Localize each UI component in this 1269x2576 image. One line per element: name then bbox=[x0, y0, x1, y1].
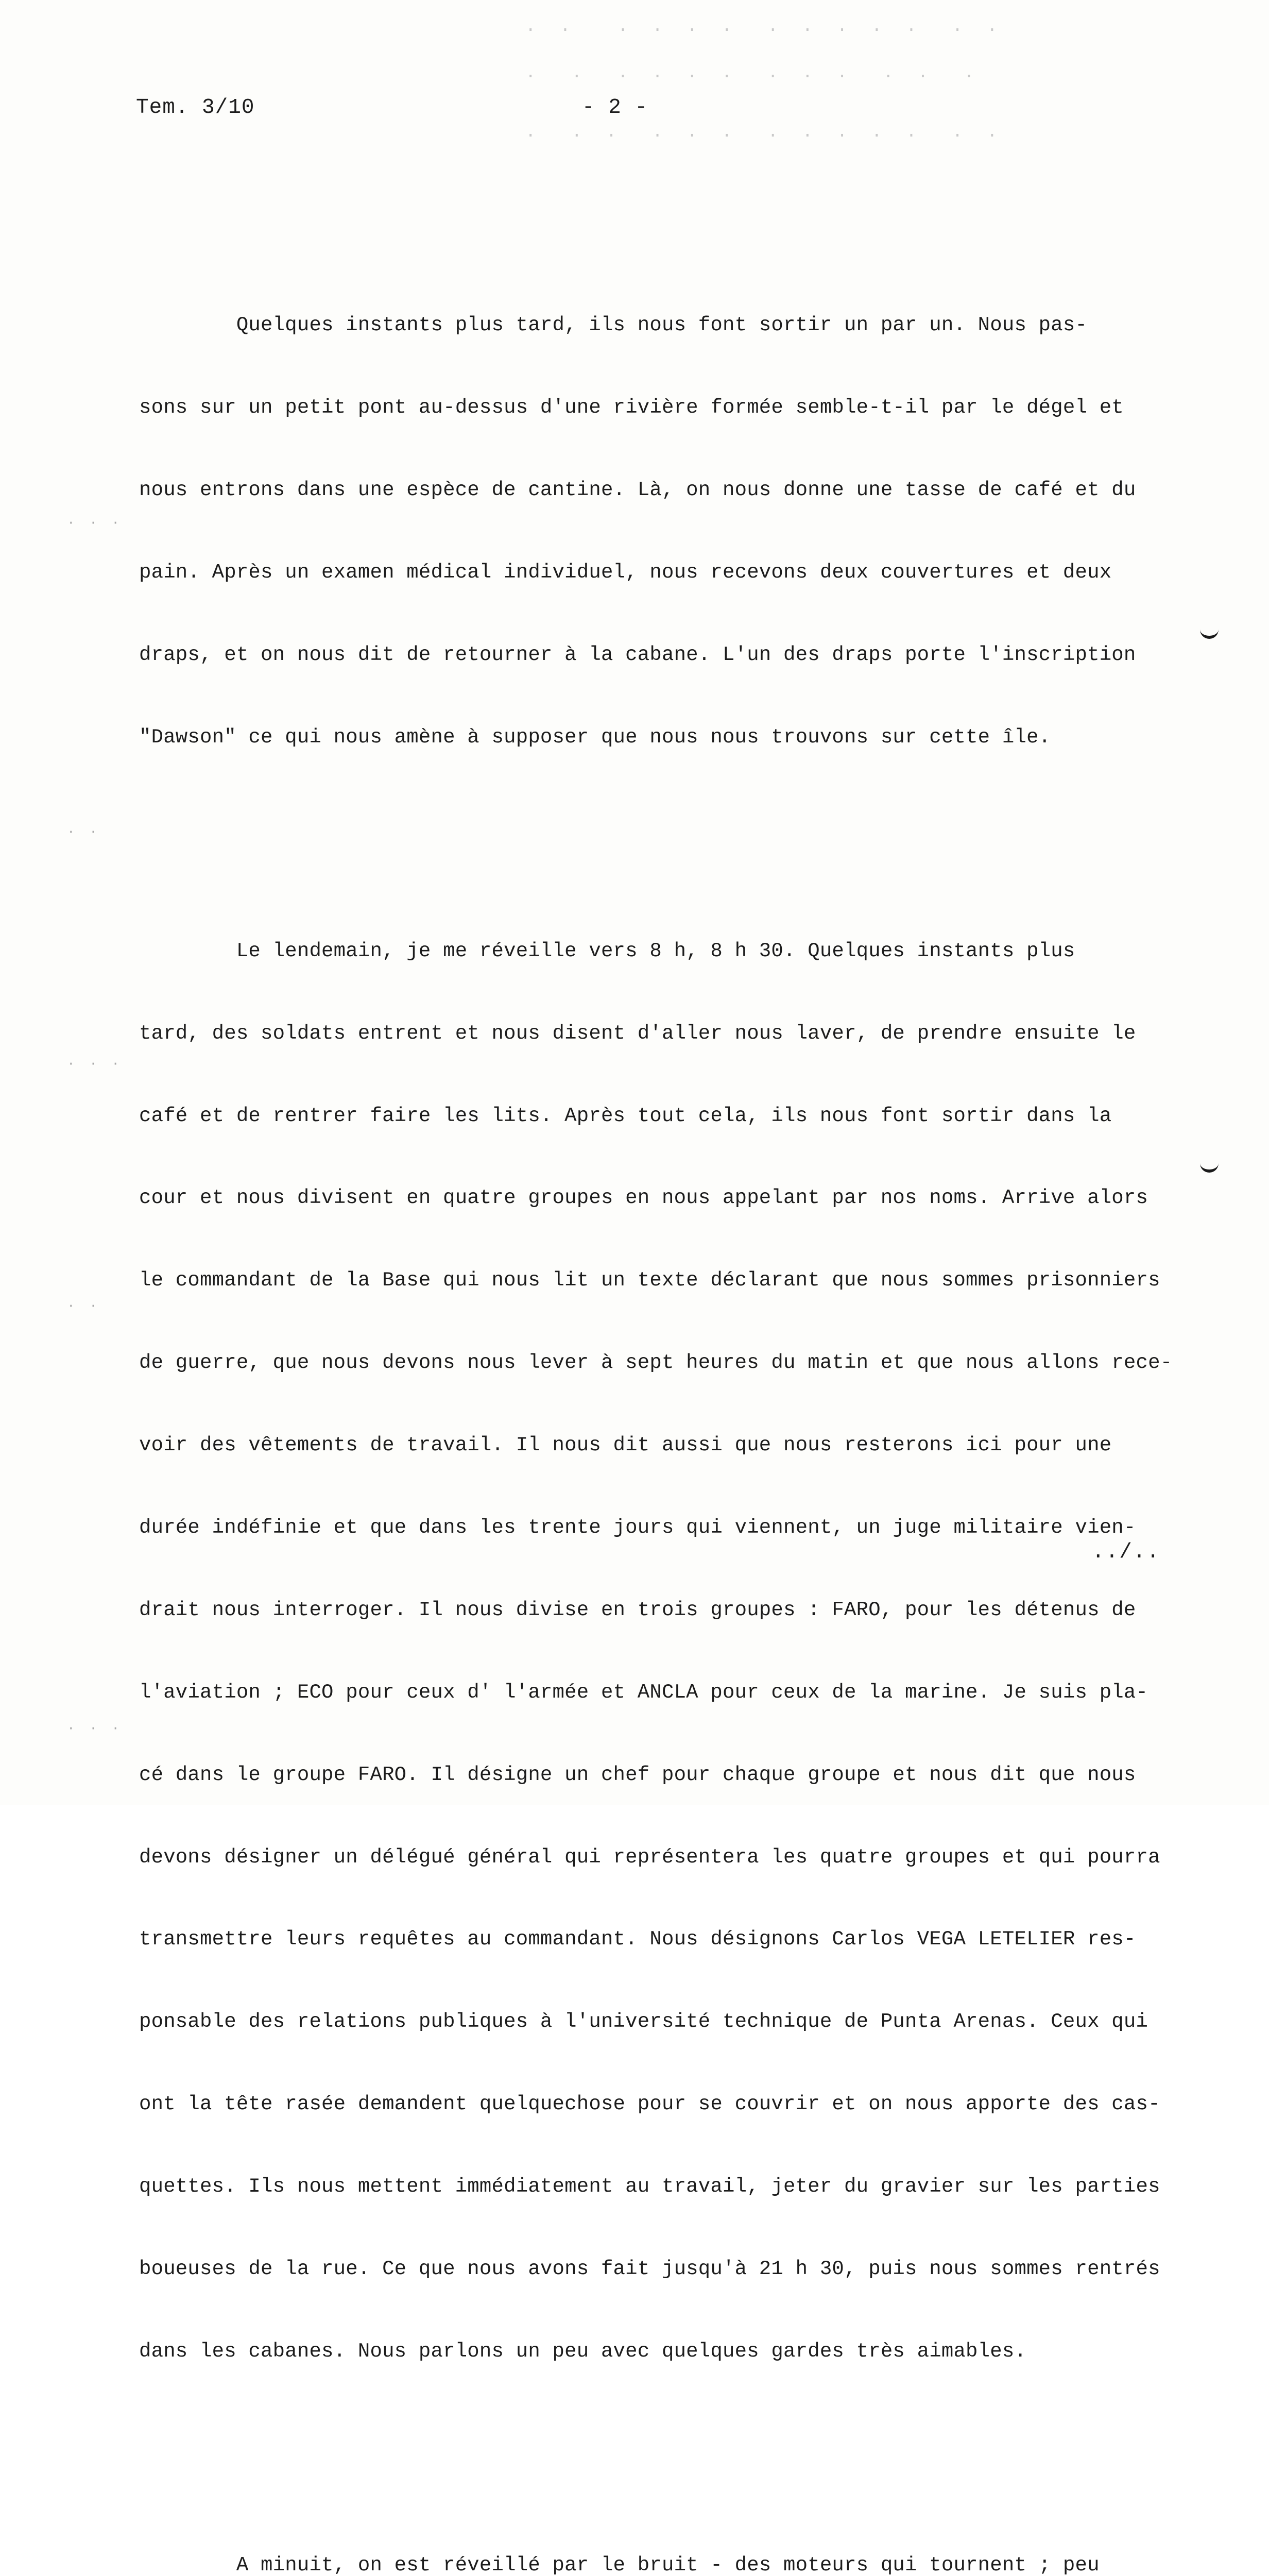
text-line: de guerre, que nous devons nous lever à sept heures du matin et que nous allons rece- bbox=[139, 1351, 1173, 1375]
document-body bbox=[139, 202, 1236, 2576]
text-line: nous entrons dans une espèce de cantine. Là, on nous donne une tasse de café et du bbox=[139, 478, 1136, 501]
text-line: ponsable des relations publiques à l'université technique de Punta Arenas. Ceux qui bbox=[139, 2010, 1148, 2033]
text-line: tard, des soldats entrent et nous disent d'aller nous laver, de prendre ensuite le bbox=[139, 1022, 1136, 1045]
document-reference: Tem. 3/10 bbox=[136, 96, 255, 120]
text-line: le commandant de la Base qui nous lit un texte déclarant que nous sommes prisonniers bbox=[139, 1269, 1160, 1292]
text-line: transmettre leurs requêtes au commandant. Nous désignons Carlos VEGA LETELIER res- bbox=[139, 1928, 1136, 1951]
text-line: boueuses de la rue. Ce que nous avons fait jusqu'à 21 h 30, puis nous sommes rentrés bbox=[139, 2257, 1160, 2280]
margin-speck: · · bbox=[67, 824, 100, 840]
text-line: cour et nous divisent en quatre groupes en nous appelant par nos noms. Arrive alors bbox=[139, 1187, 1148, 1210]
margin-speck: · · · bbox=[67, 515, 123, 531]
text-line: Quelques instants plus tard, ils nous font sortir un par un. Nous pas- bbox=[139, 314, 1088, 337]
margin-speck: · · · bbox=[67, 1056, 123, 1072]
text-line: durée indéfinie et que dans les trente jours qui viennent, un juge militaire vien- bbox=[139, 1516, 1136, 1539]
page-number: - 2 - bbox=[582, 96, 648, 120]
bleed-through-line: · · · · · · · · · · · · · bbox=[525, 21, 999, 40]
text-line: Le lendemain, je me réveille vers 8 h, 8 h 30. Quelques instants plus bbox=[139, 939, 1075, 962]
text-line: voir des vêtements de travail. Il nous dit aussi que nous resterons ici pour une bbox=[139, 1434, 1112, 1457]
text-line: devons désigner un délégué général qui représentera les quatre groupes et qui pourra bbox=[139, 1845, 1160, 1869]
text-line: draps, et on nous dit de retourner à la cabane. L'un des draps porte l'inscription bbox=[139, 643, 1136, 666]
margin-speck: · · bbox=[67, 1298, 100, 1314]
text-line: sons sur un petit pont au-dessus d'une rivière formée semble-t-il par le dégel et bbox=[139, 396, 1124, 419]
text-line: ont la tête rasée demandent quelquechose pour se couvrir et on nous apporte des cas- bbox=[139, 2093, 1160, 2116]
text-line: l'aviation ; ECO pour ceux d' l'armée et ANCLA pour ceux de la marine. Je suis pla- bbox=[139, 1681, 1148, 1704]
paragraph bbox=[139, 2497, 1236, 2576]
margin-speck: · · · bbox=[67, 1721, 123, 1736]
text-line: café et de rentrer faire les lits. Après tout cela, ils nous font sortir dans la bbox=[139, 1104, 1112, 1127]
text-line: dans les cabanes. Nous parlons un peu avec quelques gardes très aimables. bbox=[139, 2340, 1027, 2363]
bleed-through-line: · · · · · · · · · · · · · bbox=[525, 126, 999, 146]
text-line: "Dawson" ce qui nous amène à supposer que nous nous trouvons sur cette île. bbox=[139, 725, 1051, 749]
text-line: drait nous interroger. Il nous divise en trois groupes : FARO, pour les détenus de bbox=[139, 1598, 1136, 1621]
text-line: cé dans le groupe FARO. Il désigne un chef pour chaque groupe et nous dit que nous bbox=[139, 1763, 1136, 1786]
continuation-marker: ../.. bbox=[1092, 1540, 1161, 1564]
paragraph bbox=[139, 883, 1236, 2420]
text-line: pain. Après un examen médical individuel, nous recevons deux couvertures et deux bbox=[139, 561, 1112, 584]
text-line: quettes. Ils nous mettent immédiatement au travail, jeter du gravier sur les parties bbox=[139, 2175, 1160, 2198]
text-line: A minuit, on est réveillé par le bruit - des moteurs qui tournent ; peu bbox=[139, 2553, 1100, 2576]
paragraph bbox=[139, 257, 1236, 806]
bleed-through-line: · · · · · · · · · · · · bbox=[525, 67, 975, 87]
